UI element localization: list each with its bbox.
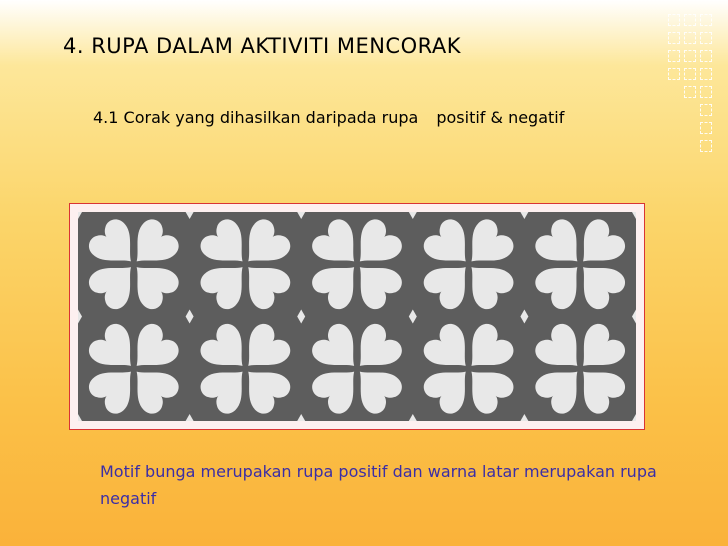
slide-title: 4. RUPA DALAM AKTIVITI MENCORAK (63, 34, 461, 58)
slide-subtitle (93, 105, 653, 130)
caption-text: Motif bunga merupakan rupa positif dan warna latar merupakan rupa negatif (100, 462, 657, 508)
subtitle-part-1: 4.1 Corak yang dihasilkan daripada rupa (93, 108, 419, 127)
subtitle-part-2: positif & negatif (436, 108, 565, 127)
decorative-squares (628, 6, 718, 196)
pattern-image-frame (69, 203, 645, 430)
flower-pattern-image (78, 212, 636, 421)
